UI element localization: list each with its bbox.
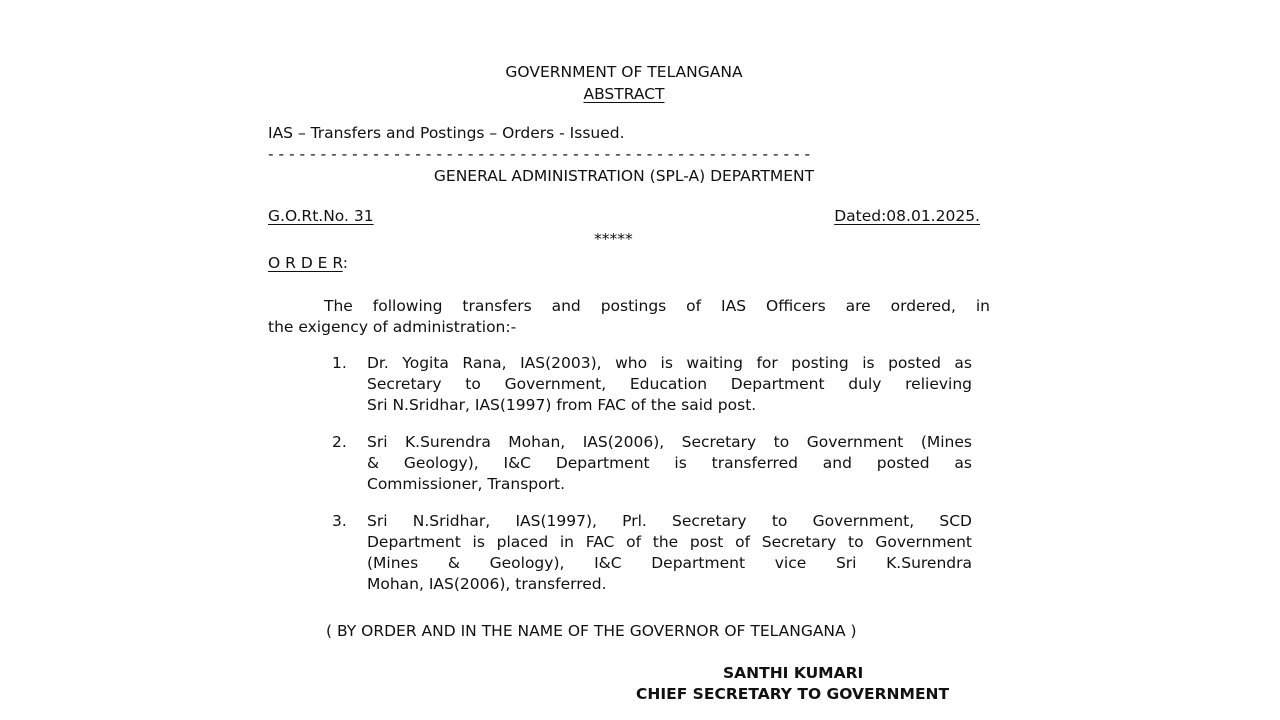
order-item-1-number: 1. [332,354,347,372]
government-order-document [268,0,990,720]
order-item-3-line-4: Mohan, IAS(2006), transferred. [367,575,607,593]
order-item-1-line-3: Sri N.Sridhar, IAS(1997) from FAC of the said post. [367,396,757,414]
order-heading-text: O R D E R [268,254,343,272]
order-item-3-line-2: Department is placed in FAC of the post of Secretary to Government [367,533,972,551]
order-item-3-line-3: (Mines & Geology), I&C Department vice Sri K.Surendra [367,554,972,572]
order-item-1-line-2: Secretary to Government, Education Department duly relieving [367,375,972,393]
order-item-3-text [367,511,972,595]
order-item-1-line-1: Dr. Yogita Rana, IAS(2003), who is waiting for posting is posted as [367,354,972,372]
order-item-2-line-1: Sri K.Surendra Mohan, IAS(2006), Secretary to Government (Mines [367,433,972,451]
order-item-3-line-1: Sri N.Sridhar, IAS(1997), Prl. Secretary to Government, SCD [367,512,972,530]
abstract-label: ABSTRACT [583,85,665,103]
separator-line: - - - - - - - - - - - - - - - - - - - - - - - - - - - - - - - - - - - - - - - - - - - - - - - - - - - - [268,145,811,163]
department-name: GENERAL ADMINISTRATION (SPL-A) DEPARTMENT [433,167,815,185]
order-item-2-number: 2. [332,433,347,451]
subject-line: IAS – Transfers and Postings – Orders - Issued. [268,124,625,142]
order-item-1-text [367,353,972,416]
order-date [834,206,980,227]
order-item-2-line-3: Commissioner, Transport. [367,475,565,493]
order-heading-colon: : [342,254,348,272]
order-item-2-line-2: & Geology), I&C Department is transferred and posted as [367,454,972,472]
intro-paragraph [324,296,990,317]
order-heading [268,253,348,274]
government-title: GOVERNMENT OF TELANGANA [505,63,743,81]
signatory-designation: CHIEF SECRETARY TO GOVERNMENT [636,685,950,703]
signatory-name: SANTHI KUMARI [723,664,864,682]
abstract-heading [268,84,980,105]
order-item-2-text [367,432,972,495]
separator-stars: ***** [594,230,633,248]
go-number [268,206,374,227]
order-item-3-number: 3. [332,512,347,530]
order-date-text: Dated:08.01.2025. [834,207,980,225]
go-number-text: G.O.Rt.No. 31 [268,207,374,225]
intro-line-1: The following transfers and postings of IAS Officers are ordered, in [324,297,990,315]
closing-statement: ( BY ORDER AND IN THE NAME OF THE GOVERNOR OF TELANGANA ) [326,622,857,640]
intro-paragraph-continued: the exigency of administration:- [268,318,517,336]
